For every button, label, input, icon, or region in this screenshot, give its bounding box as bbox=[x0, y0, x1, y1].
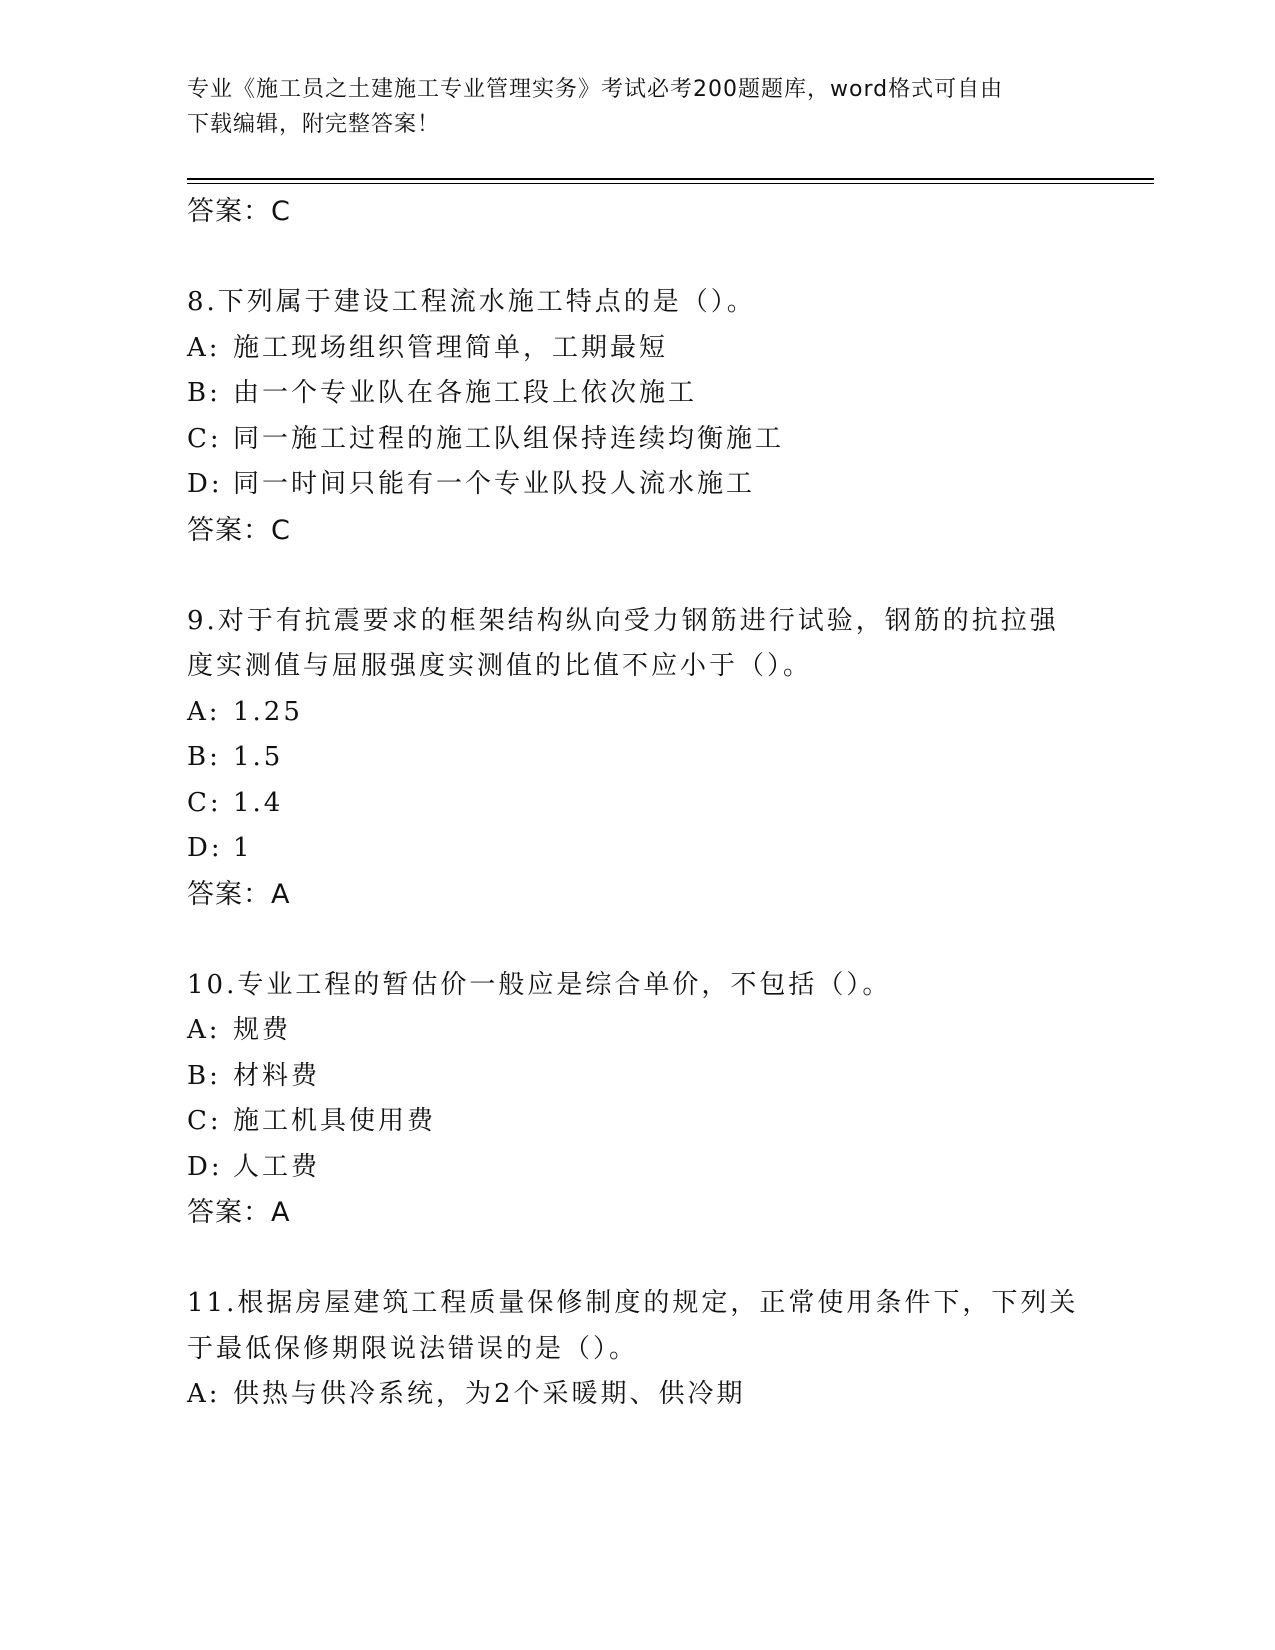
option-text: 由一个专业队在各施工段上依次施工 bbox=[233, 378, 698, 408]
spacer bbox=[187, 917, 1087, 963]
option-b bbox=[187, 1054, 1087, 1100]
question-text: 11.根据房屋建筑工程质量保修制度的规定，正常使用条件下，下列关 bbox=[187, 1288, 1079, 1318]
option-a bbox=[187, 326, 1087, 372]
option-d bbox=[187, 462, 1087, 508]
document-header bbox=[187, 72, 1067, 142]
option-label: C: bbox=[187, 787, 222, 818]
header-rule-thick bbox=[187, 178, 1154, 180]
option-text: 供热与供冷系统，为2个采暖期、供冷期 bbox=[233, 1379, 746, 1409]
option-text: 人工费 bbox=[233, 1151, 321, 1182]
header-line-1: 专业《施工员之土建施工专业管理实务》考试必考200题题库，word格式可自由 bbox=[187, 77, 1004, 102]
option-d bbox=[187, 1145, 1087, 1191]
option-label: D: bbox=[187, 833, 223, 863]
option-label: A: bbox=[187, 332, 221, 363]
question-10 bbox=[187, 963, 1087, 1236]
question-text: 10.专业工程的暂估价一般应是综合单价，不包括（）。 bbox=[187, 969, 892, 1000]
option-label: B: bbox=[187, 1060, 221, 1091]
answer: 答案：C bbox=[187, 514, 291, 546]
option-a bbox=[187, 1008, 1087, 1054]
option-text: 同一时间只能有一个专业队投人流水施工 bbox=[233, 469, 756, 499]
question-text: 度实测值与屈服强度实测值的比值不应小于（）。 bbox=[187, 651, 813, 681]
option-d bbox=[187, 826, 1087, 872]
question-text: 9.对于有抗震要求的框架结构纵向受力钢筋进行试验，钢筋的抗拉强 bbox=[187, 605, 1059, 636]
option-b bbox=[187, 371, 1087, 417]
option-text: 1.25 bbox=[233, 696, 303, 727]
header-rule-thin bbox=[187, 183, 1154, 184]
option-text: 材料费 bbox=[233, 1060, 321, 1091]
answer: 答案：A bbox=[187, 1197, 291, 1228]
option-a bbox=[187, 690, 1087, 736]
option-label: A: bbox=[187, 696, 221, 727]
header-line-2: 下载编辑，附完整答案！ bbox=[187, 112, 441, 137]
option-c bbox=[187, 1099, 1087, 1145]
question-8 bbox=[187, 280, 1087, 553]
spacer bbox=[187, 235, 1087, 281]
answer: 答案：A bbox=[187, 878, 291, 910]
option-label: B: bbox=[187, 742, 221, 772]
option-label: A: bbox=[187, 1015, 221, 1045]
question-text: 8.下列属于建设工程流水施工特点的是（）。 bbox=[187, 287, 756, 317]
option-label: B: bbox=[187, 378, 221, 408]
option-a bbox=[187, 1372, 1087, 1418]
spacer bbox=[187, 1236, 1087, 1282]
option-text: 规费 bbox=[233, 1015, 292, 1045]
option-text: 1.5 bbox=[233, 742, 284, 772]
option-label: A: bbox=[187, 1379, 221, 1409]
option-b bbox=[187, 735, 1087, 781]
previous-answer: 答案：C bbox=[187, 196, 291, 227]
question-11 bbox=[187, 1281, 1087, 1418]
question-9 bbox=[187, 599, 1087, 918]
option-c bbox=[187, 781, 1087, 827]
option-label: D: bbox=[187, 469, 223, 499]
option-c bbox=[187, 417, 1087, 463]
option-label: D: bbox=[187, 1151, 223, 1182]
option-text: 1.4 bbox=[233, 787, 284, 818]
option-label: C: bbox=[187, 423, 222, 454]
question-list bbox=[187, 189, 1087, 1418]
option-label: C: bbox=[187, 1106, 222, 1136]
option-text: 同一施工过程的施工队组保持连续均衡施工 bbox=[233, 423, 785, 454]
option-text: 施工机具使用费 bbox=[233, 1106, 437, 1136]
spacer bbox=[187, 553, 1087, 599]
option-text: 1 bbox=[233, 833, 253, 863]
question-text: 于最低保修期限说法错误的是（）。 bbox=[187, 1333, 639, 1364]
option-text: 施工现场组织管理简单，工期最短 bbox=[233, 332, 669, 363]
